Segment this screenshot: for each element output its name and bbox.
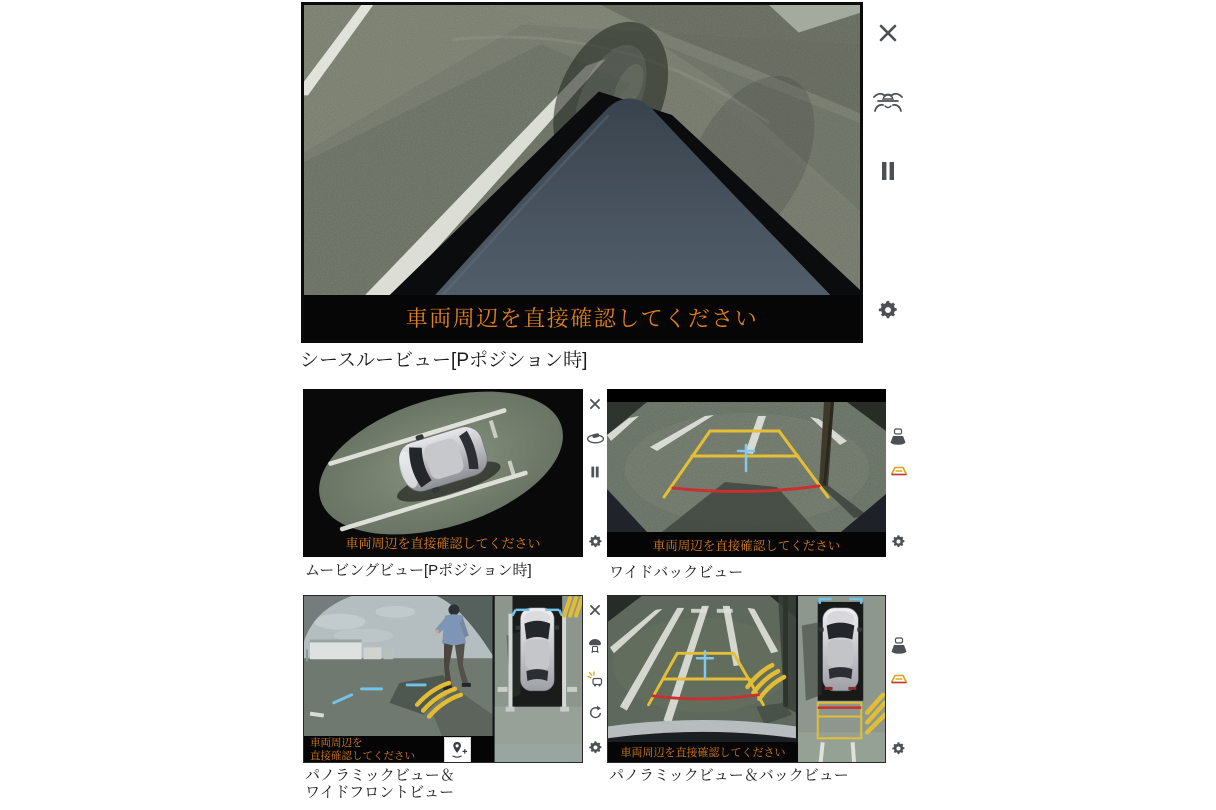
- see-through-view-panel[interactable]: [301, 2, 863, 343]
- location-register-icon: [448, 740, 468, 760]
- settings-gear-icon[interactable]: [588, 534, 603, 549]
- panoramic-wide-front-panel[interactable]: [303, 595, 583, 763]
- moving-view-caption: ムービングビュー[Pポジション時]: [305, 562, 532, 579]
- settings-gear-icon[interactable]: [588, 740, 603, 755]
- close-icon[interactable]: [588, 603, 602, 617]
- warning-banner: 車両周辺を直接確認してください: [345, 535, 541, 551]
- moving-view-panel[interactable]: [303, 389, 583, 557]
- moving-view-icon[interactable]: [586, 431, 605, 444]
- see-through-caption: シースルービュー[Pポジション時]: [300, 350, 588, 371]
- caption-line2: ワイドフロントビュー: [305, 784, 455, 802]
- see-through-view-icon[interactable]: [872, 88, 904, 115]
- see-through-camera-image: [304, 5, 860, 340]
- location-register-button[interactable]: [444, 737, 471, 763]
- warning-banner: 車両周辺を直接確認してください: [608, 742, 798, 762]
- wide-guideline-view-icon[interactable]: [889, 464, 909, 477]
- wide-back-caption: ワイドバックビュー: [609, 564, 744, 581]
- rotate-view-icon[interactable]: [588, 705, 603, 720]
- settings-gear-icon[interactable]: [891, 741, 906, 756]
- panoramic-wide-front-caption: [305, 767, 455, 801]
- warning-line1: 車両周辺を: [310, 737, 363, 750]
- panoramic-back-image: [608, 596, 885, 762]
- wide-back-view-panel[interactable]: [607, 389, 886, 557]
- panoramic-back-caption: パノラミックビュー＆バックビュー: [609, 767, 849, 784]
- top-down-view: [495, 596, 582, 762]
- settings-gear-icon[interactable]: [891, 534, 906, 549]
- close-icon[interactable]: [588, 397, 602, 411]
- pause-icon[interactable]: [878, 160, 898, 182]
- warning-banner: 車両周辺を直接確認してください: [607, 532, 886, 557]
- back-camera-view-icon[interactable]: [890, 428, 906, 446]
- warning-line2: 直接確認してください: [310, 750, 415, 762]
- caption-line1: パノラミックビュー＆: [305, 767, 455, 784]
- back-camera-view-icon[interactable]: [891, 637, 907, 655]
- close-icon[interactable]: [876, 21, 900, 45]
- camera-washer-icon[interactable]: [587, 671, 603, 687]
- warning-banner: 車両周辺を直接確認してください: [304, 295, 860, 340]
- pause-icon[interactable]: [589, 465, 601, 479]
- panoramic-view-icon[interactable]: [587, 637, 603, 653]
- top-down-view: [798, 596, 885, 762]
- settings-gear-icon[interactable]: [877, 299, 899, 321]
- wide-guideline-view-icon[interactable]: [889, 672, 909, 685]
- panoramic-back-panel[interactable]: [607, 595, 886, 763]
